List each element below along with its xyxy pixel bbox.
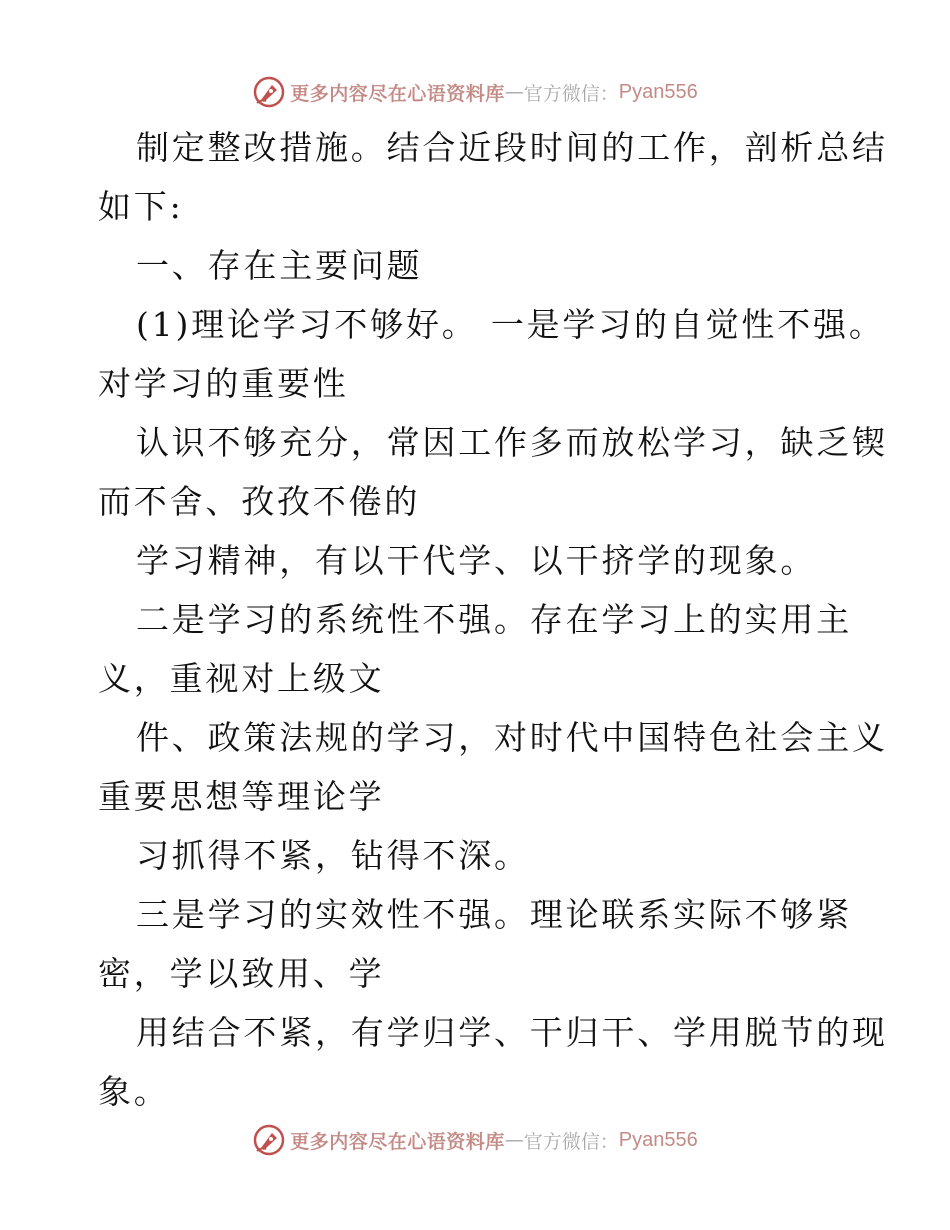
- header-site-text: 更多内容尽在心语资料库: [290, 82, 505, 105]
- text-line: 如下:: [98, 187, 184, 226]
- text-line: 制定整改措施。结合近段时间的工作，剖析总结: [136, 128, 888, 167]
- pen-nib-logo-icon: [252, 1123, 286, 1157]
- text-line: 习抓得不紧，钻得不深。: [136, 836, 530, 875]
- text-line: 用结合不紧，有学归学、干归干、学用脱节的现: [136, 1013, 888, 1052]
- footer-wechat-label: 官方微信：: [523, 1130, 619, 1153]
- section-heading: 一、存在主要问题: [136, 246, 423, 285]
- text-line: 象。: [98, 1072, 170, 1111]
- header-separator: —: [504, 81, 524, 103]
- text-line: 重要思想等理论学: [98, 777, 385, 816]
- text-line: 三是学习的实效性不强。理论联系实际不够紧: [136, 895, 852, 934]
- footer-wechat-id: Pyan556: [618, 1128, 698, 1151]
- text-line: 二是学习的系统性不强。存在学习上的实用主: [136, 600, 852, 639]
- header-wechat-label: 官方微信：: [523, 82, 619, 105]
- document-body: [98, 118, 888, 1121]
- footer-banner: [0, 1120, 950, 1160]
- header-banner: [0, 72, 950, 112]
- text-line: (1)理论学习不够好。 一是学习的自觉性不强。: [136, 305, 885, 344]
- pen-nib-logo-icon: [252, 75, 286, 109]
- text-line: 件、政策法规的学习，对时代中国特色社会主义: [136, 718, 888, 757]
- text-line: 密，学以致用、学: [98, 954, 385, 993]
- footer-separator: —: [504, 1129, 524, 1151]
- text-line: 认识不够充分，常因工作多而放松学习，缺乏锲: [136, 423, 888, 462]
- footer-site-text: 更多内容尽在心语资料库: [290, 1130, 505, 1153]
- text-line: 对学习的重要性: [98, 364, 349, 403]
- header-wechat-id: Pyan556: [618, 80, 698, 103]
- text-line: 义，重视对上级文: [98, 659, 385, 698]
- text-line: 而不舍、孜孜不倦的: [98, 482, 421, 521]
- text-line: 学习精神，有以干代学、以干挤学的现象。: [136, 541, 817, 580]
